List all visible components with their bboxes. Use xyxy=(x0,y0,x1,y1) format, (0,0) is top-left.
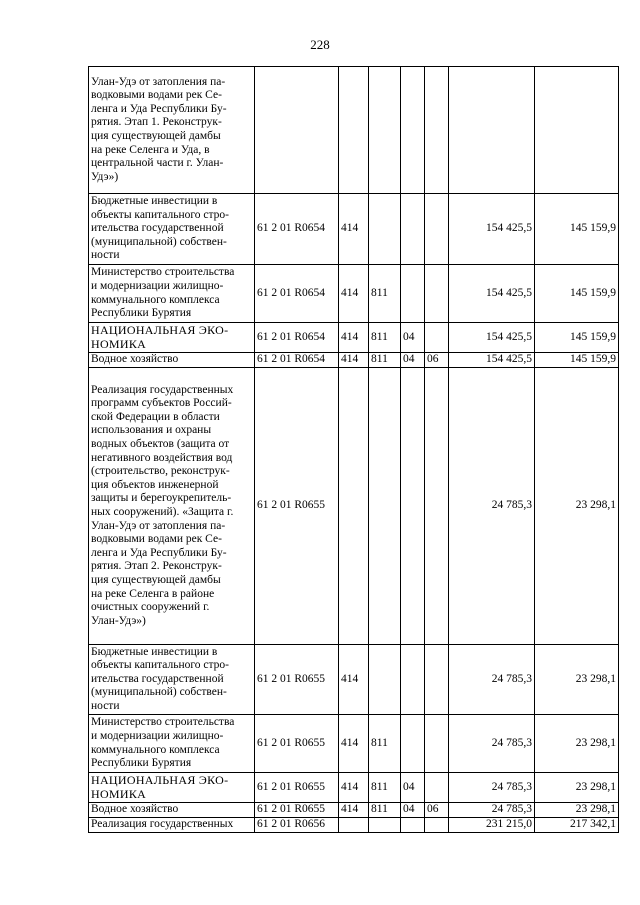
row-expense-type xyxy=(339,368,369,645)
row-sum-second: 23 298,1 xyxy=(535,368,619,645)
row-name: НАЦИОНАЛЬНАЯ ЭКО- НОМИКА xyxy=(89,773,255,803)
row-target-article: 61 2 01 R0655 xyxy=(255,803,339,818)
row-expense-type: 414 xyxy=(339,803,369,818)
row-target-article: 61 2 01 R0654 xyxy=(255,194,339,265)
row-section: 04 xyxy=(401,353,425,368)
row-sum-second: 145 159,9 xyxy=(535,265,619,323)
row-target-article: 61 2 01 R0654 xyxy=(255,265,339,323)
table-row xyxy=(89,194,619,265)
row-target-article: 61 2 01 R0656 xyxy=(255,818,339,833)
row-expense-type: 414 xyxy=(339,715,369,773)
row-section: 04 xyxy=(401,773,425,803)
row-name: Бюджетные инвестиции в объекты капитального стро- ительства государственной (муниципальной) собствен- ности xyxy=(89,645,255,715)
row-expense-type: 414 xyxy=(339,323,369,353)
row-subsection xyxy=(425,818,449,833)
row-section: 04 xyxy=(401,803,425,818)
table-row xyxy=(89,645,619,715)
row-subsection xyxy=(425,715,449,773)
row-section xyxy=(401,715,425,773)
row-sum-second: 23 298,1 xyxy=(535,715,619,773)
row-expense-type: 414 xyxy=(339,265,369,323)
row-admin-code: 811 xyxy=(369,803,401,818)
table-row xyxy=(89,67,619,194)
row-sum-second: 145 159,9 xyxy=(535,353,619,368)
row-subsection: 06 xyxy=(425,803,449,818)
table-row xyxy=(89,353,619,368)
row-subsection: 06 xyxy=(425,353,449,368)
row-section xyxy=(401,194,425,265)
row-section: 04 xyxy=(401,323,425,353)
row-admin-code xyxy=(369,368,401,645)
row-section xyxy=(401,818,425,833)
row-expense-type: 414 xyxy=(339,645,369,715)
row-expense-type xyxy=(339,818,369,833)
row-sum-second: 217 342,1 xyxy=(535,818,619,833)
row-section xyxy=(401,645,425,715)
row-section xyxy=(401,368,425,645)
row-admin-code: 811 xyxy=(369,353,401,368)
row-admin-code xyxy=(369,194,401,265)
row-sum-second xyxy=(535,67,619,194)
row-subsection xyxy=(425,67,449,194)
row-admin-code: 811 xyxy=(369,773,401,803)
row-sum-first: 24 785,3 xyxy=(449,368,535,645)
row-sum-first: 24 785,3 xyxy=(449,803,535,818)
row-sum-second: 23 298,1 xyxy=(535,645,619,715)
row-name: Водное хозяйство xyxy=(89,353,255,368)
row-expense-type: 414 xyxy=(339,194,369,265)
row-sum-first: 154 425,5 xyxy=(449,194,535,265)
row-sum-second: 23 298,1 xyxy=(535,803,619,818)
row-sum-first xyxy=(449,67,535,194)
row-admin-code xyxy=(369,818,401,833)
row-target-article: 61 2 01 R0655 xyxy=(255,773,339,803)
row-sum-second: 145 159,9 xyxy=(535,323,619,353)
row-admin-code: 811 xyxy=(369,323,401,353)
table-row xyxy=(89,818,619,833)
row-sum-first: 154 425,5 xyxy=(449,265,535,323)
table-row xyxy=(89,773,619,803)
row-expense-type xyxy=(339,67,369,194)
row-target-article: 61 2 01 R0655 xyxy=(255,715,339,773)
budget-table xyxy=(88,66,619,833)
row-section xyxy=(401,67,425,194)
row-target-article: 61 2 01 R0655 xyxy=(255,645,339,715)
row-name: Реализация государственных программ субъектов Россий- ской Федерации в области использования и охраны водных объектов (защита от негативного воздействия вод (строительство, реконструк- ция объектов инженерной защиты и берегоукрепитель- ных сооружений). «Защита г. Улан-Удэ от затопления па- водковыми водами рек Се- ленга и Уда Республики Бу- рятия. Этап 2. Реконструк- ция существующей дамбы на реке Селенга в районе очистных сооружений г. Улан-Удэ») xyxy=(89,368,255,645)
row-expense-type: 414 xyxy=(339,353,369,368)
row-sum-first: 154 425,5 xyxy=(449,323,535,353)
page-number: 228 xyxy=(310,37,330,52)
row-sum-first: 24 785,3 xyxy=(449,773,535,803)
row-admin-code: 811 xyxy=(369,265,401,323)
row-target-article xyxy=(255,67,339,194)
row-name: Министерство строительства и модернизации жилищно- коммунального комплекса Республики Бурятия xyxy=(89,715,255,773)
table-row xyxy=(89,368,619,645)
row-expense-type: 414 xyxy=(339,773,369,803)
row-sum-first: 24 785,3 xyxy=(449,645,535,715)
row-sum-first: 231 215,0 xyxy=(449,818,535,833)
table-row xyxy=(89,803,619,818)
row-subsection xyxy=(425,368,449,645)
row-name: Реализация государственных xyxy=(89,818,255,833)
row-target-article: 61 2 01 R0655 xyxy=(255,368,339,645)
row-name: Улан-Удэ от затопления па- водковыми водами рек Се- ленга и Уда Республики Бу- рятия. Этап 1. Реконструк- ция существующей дамбы на реке Селенга и Уда, в центральной части г. Улан- Удэ») xyxy=(89,67,255,194)
row-admin-code: 811 xyxy=(369,715,401,773)
row-subsection xyxy=(425,773,449,803)
table-row xyxy=(89,265,619,323)
row-section xyxy=(401,265,425,323)
row-target-article: 61 2 01 R0654 xyxy=(255,323,339,353)
table-row xyxy=(89,715,619,773)
row-admin-code xyxy=(369,645,401,715)
row-subsection xyxy=(425,645,449,715)
row-sum-second: 23 298,1 xyxy=(535,773,619,803)
row-name: НАЦИОНАЛЬНАЯ ЭКО- НОМИКА xyxy=(89,323,255,353)
row-sum-second: 145 159,9 xyxy=(535,194,619,265)
row-name: Министерство строительства и модернизации жилищно- коммунального комплекса Республики Бурятия xyxy=(89,265,255,323)
row-target-article: 61 2 01 R0654 xyxy=(255,353,339,368)
row-name: Бюджетные инвестиции в объекты капитального стро- ительства государственной (муниципальной) собствен- ности xyxy=(89,194,255,265)
row-name: Водное хозяйство xyxy=(89,803,255,818)
table-row xyxy=(89,323,619,353)
row-subsection xyxy=(425,323,449,353)
row-sum-first: 154 425,5 xyxy=(449,353,535,368)
row-subsection xyxy=(425,194,449,265)
row-admin-code xyxy=(369,67,401,194)
row-sum-first: 24 785,3 xyxy=(449,715,535,773)
row-subsection xyxy=(425,265,449,323)
